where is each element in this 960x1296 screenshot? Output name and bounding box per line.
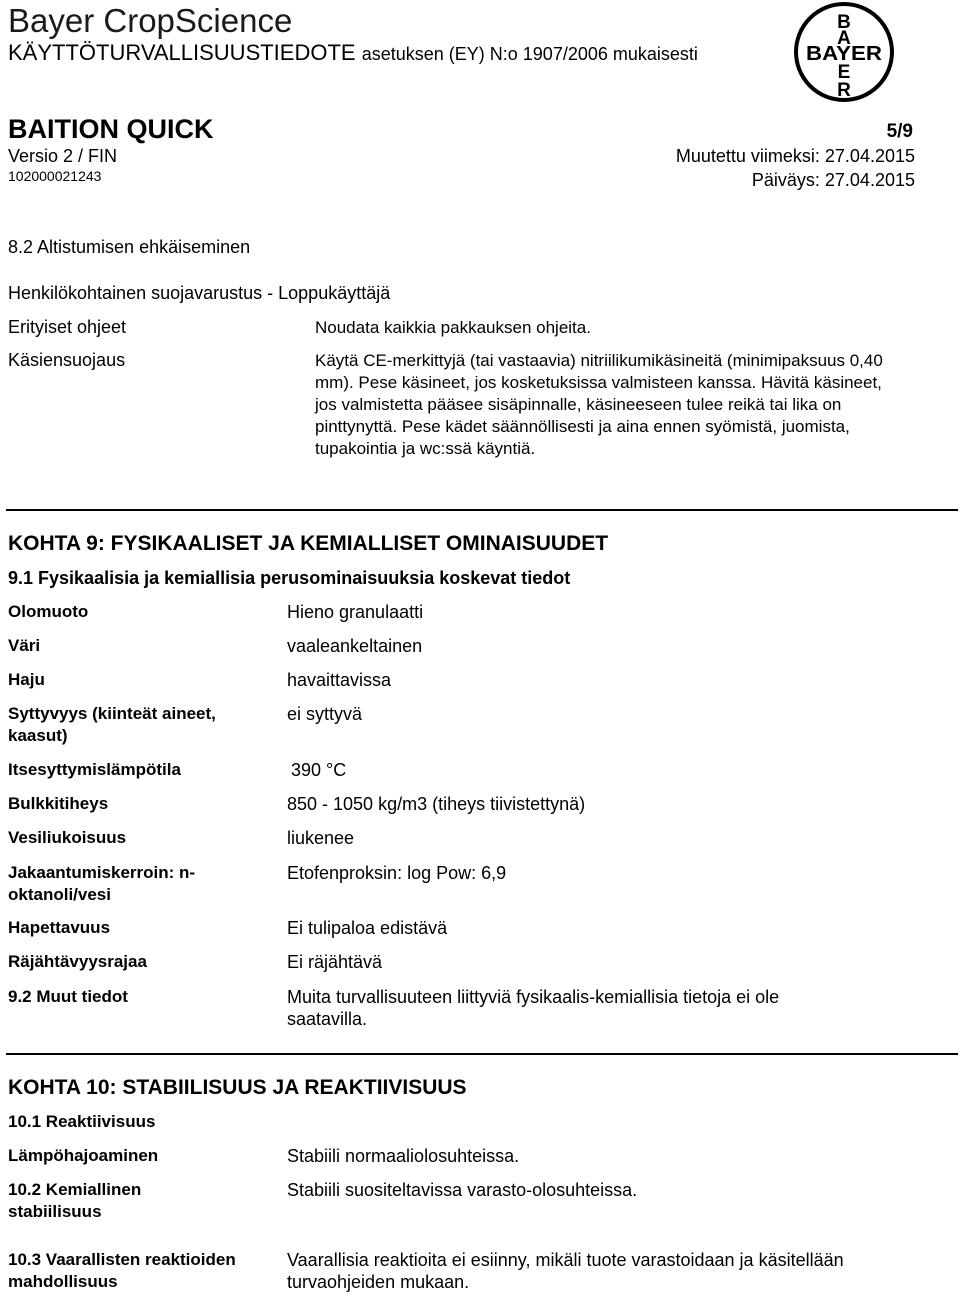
property-value: Ei tulipaloa edistävä: [287, 918, 448, 938]
property-label: Syttyvyys (kiinteät aineet, kaasut): [8, 704, 216, 745]
property-value: Etofenproksin: log Pow: 6,9: [287, 863, 507, 883]
reactivity-label: 10.1 Reaktiivisuus: [8, 1112, 156, 1131]
material-number: 102000021243: [8, 168, 102, 184]
property-value: liukenee: [287, 828, 355, 848]
property-label: Hapettavuus: [8, 918, 111, 937]
section-divider: [6, 509, 958, 511]
property-label: Bulkkitiheys: [8, 794, 109, 813]
bayer-cross-logo: [792, 0, 896, 104]
stability-label: 10.2 Kemiallinen stabiilisuus: [8, 1180, 142, 1221]
stability-label: Lämpöhajoaminen: [8, 1146, 159, 1165]
stability-label: 10.3 Vaarallisten reaktioiden mahdollisuus: [8, 1250, 236, 1291]
property-value: Hieno granulaatti: [287, 602, 424, 622]
product-name: BAITION QUICK: [8, 114, 214, 144]
page-number: 5/9: [886, 121, 913, 142]
document-type: KÄYTTÖTURVALLISUUSTIEDOTE: [8, 40, 356, 65]
property-value: havaittavissa: [287, 670, 392, 690]
section-8-2-heading: 8.2 Altistumisen ehkäiseminen: [8, 237, 251, 257]
stability-value: Vaarallisia reaktioita ei esiinny, mikäli tuote varastoidaan ja käsitellään turvaohjeiden mukaan.: [287, 1250, 844, 1292]
property-value: Ei räjähtävä: [287, 952, 383, 972]
logo-letter-r: R: [837, 80, 851, 101]
document-title: [8, 40, 698, 66]
special-instructions-label: Erityiset ohjeet: [8, 317, 127, 337]
hand-protection-label: Käsiensuojaus: [8, 350, 126, 370]
special-instructions-value: Noudata kaikkia pakkauksen ohjeita.: [315, 318, 591, 337]
property-label: Jakaantumiskerroin: n-oktanoli/vesi: [8, 863, 196, 904]
company-name: Bayer CropScience: [8, 2, 293, 39]
version-label: Versio 2 / FIN: [8, 146, 118, 166]
revised-date: Muutettu viimeksi: 27.04.2015: [675, 146, 915, 166]
property-label: Väri: [8, 636, 41, 655]
hand-protection-value: Käytä CE-merkittyjä (tai vastaavia) nitriilikumikäsineitä (minimipaksuus 0,40 mm). Pese käsineet, jos kosketuksissa valmisteen kanssa. Hävitä käsineet, jos valmistetta pääsee sisäpinnalle, käsineeseen tulee reikä tai lika on pinttynyttä. Pese kädet säännöllisesti ja aina ennen syömistä, juomista, tupakointia ja wc:ssä käyntiä.: [315, 351, 883, 458]
stability-value: Stabiili normaaliolosuhteissa.: [287, 1146, 520, 1166]
property-label: Itsesyttymislämpötila: [8, 760, 181, 779]
property-value: vaaleankeltainen: [287, 636, 423, 656]
property-label: Räjähtävyysrajaa: [8, 952, 147, 971]
section-divider: [6, 1053, 958, 1055]
property-value: 850 - 1050 kg/m3 (tiheys tiivistettynä): [287, 794, 586, 814]
logo-horizontal-word: BAYER: [806, 43, 883, 65]
stability-value: Stabiili suositeltavissa varasto-olosuhteissa.: [287, 1180, 638, 1200]
ppe-subheading: Henkilökohtainen suojavarustus - Loppukäyttäjä: [8, 283, 391, 303]
section-9-1-subheading: 9.1 Fysikaalisia ja kemiallisia perusominaisuuksia koskevat tiedot: [8, 568, 571, 588]
issue-date: Päiväys: 27.04.2015: [751, 170, 915, 190]
section-9-heading: KOHTA 9: FYSIKAALISET JA KEMIALLISET OMINAISUUDET: [8, 532, 609, 555]
property-label: Vesiliukoisuus: [8, 828, 127, 847]
logo-letter-e: E: [837, 62, 851, 83]
property-value: 390 °C: [291, 760, 347, 780]
regulation-text: asetuksen (EY) N:o 1907/2006 mukaisesti: [361, 44, 698, 64]
section-10-heading: KOHTA 10: STABIILISUUS JA REAKTIIVISUUS: [8, 1076, 467, 1099]
property-value: ei syttyvä: [287, 704, 363, 724]
property-label: Haju: [8, 670, 45, 689]
property-label: Olomuoto: [8, 602, 89, 621]
logo-letter-b1: B: [837, 12, 851, 33]
other-info-value: Muita turvallisuuteen liittyviä fysikaalis-kemiallisia tietoja ei ole saatavilla.: [287, 987, 780, 1029]
other-info-label: 9.2 Muut tiedot: [8, 987, 128, 1006]
logo-letter-a: A: [837, 28, 851, 49]
